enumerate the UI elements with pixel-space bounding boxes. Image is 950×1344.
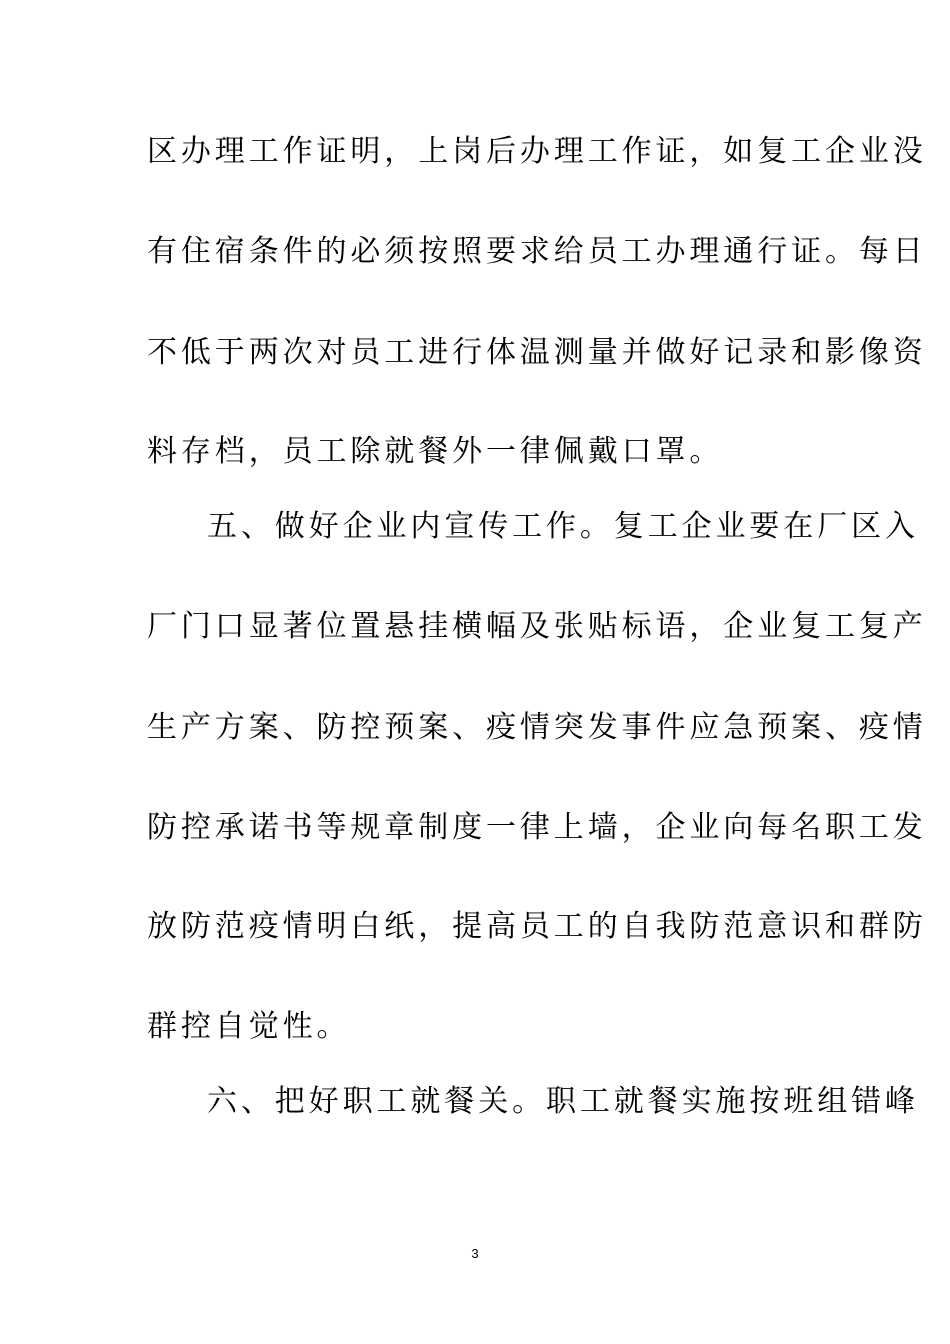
- text-line: 群控自觉性。: [147, 1009, 351, 1044]
- text-line: 区办理工作证明，上岗后办理工作证，如复工企业没: [147, 134, 927, 169]
- paragraph-start-line: 六、把好职工就餐关。职工就餐实施按班组错峰: [207, 1084, 919, 1119]
- text-line: 不低于两次对员工进行体温测量并做好记录和影像资: [147, 335, 927, 370]
- text-line: 生产方案、防控预案、疫情突发事件应急预案、疫情: [147, 710, 927, 745]
- text-line: 放防范疫情明白纸，提高员工的自我防范意识和群防: [147, 909, 927, 944]
- page-number: 3: [471, 1246, 479, 1261]
- text-line: 厂门口显著位置悬挂横幅及张贴标语，企业复工复产: [147, 609, 927, 644]
- text-line: 防控承诺书等规章制度一律上墙，企业向每名职工发: [147, 810, 927, 845]
- text-line: 有住宿条件的必须按照要求给员工办理通行证。每日: [147, 234, 927, 269]
- text-line: 料存档，员工除就餐外一律佩戴口罩。: [147, 434, 724, 469]
- paragraph-start-line: 五、做好企业内宣传工作。复工企业要在厂区入: [207, 509, 919, 544]
